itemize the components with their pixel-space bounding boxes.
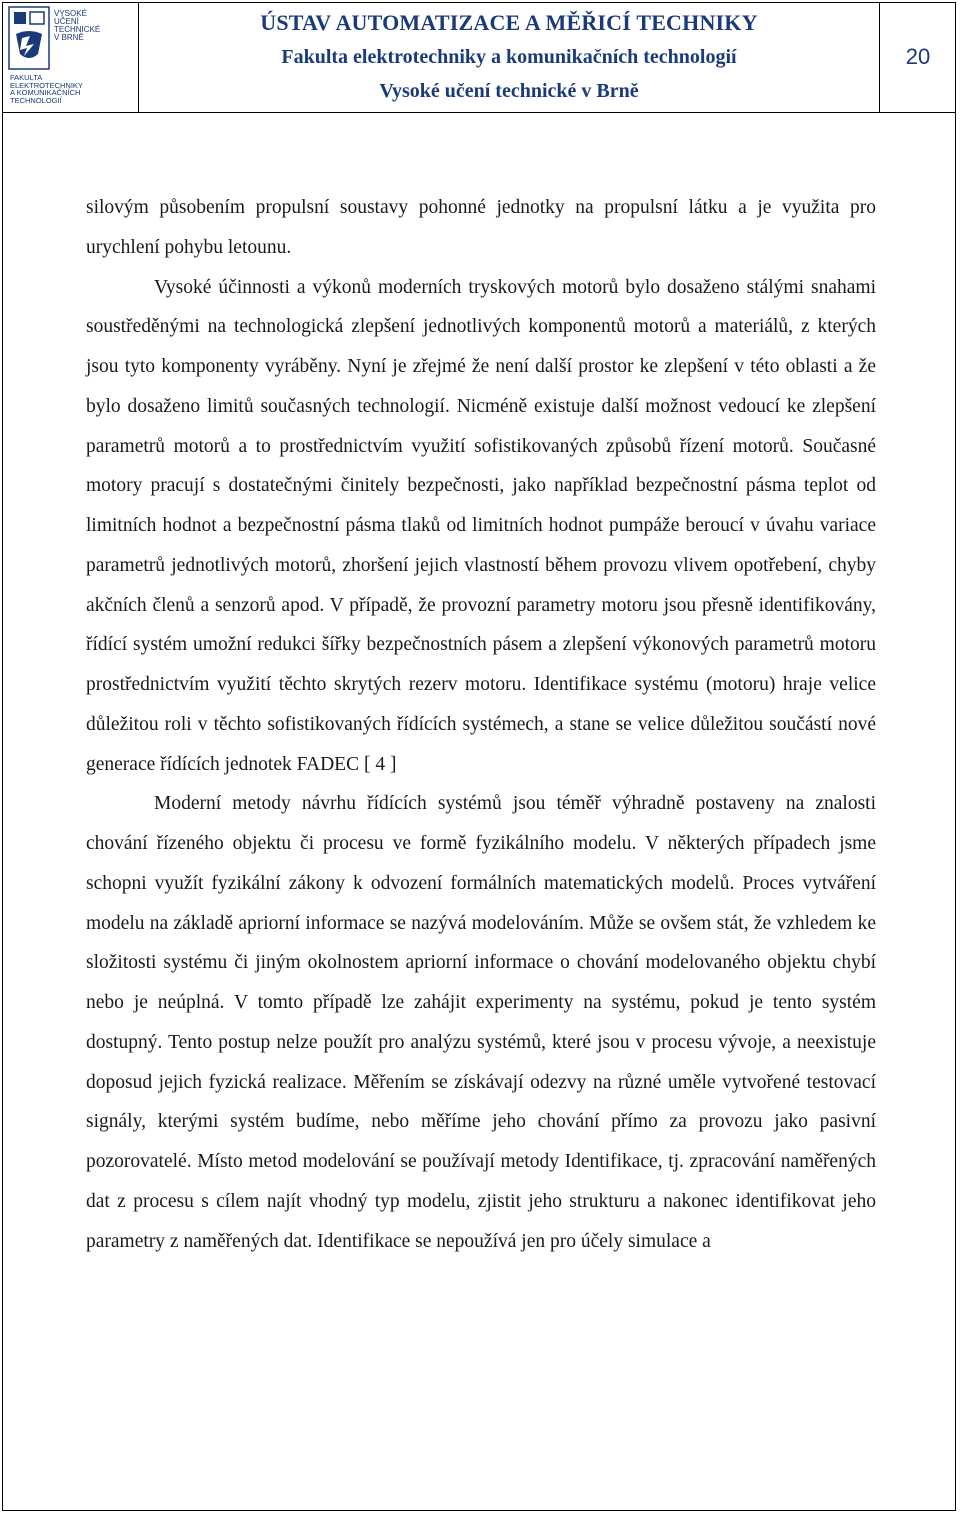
university-title: Vysoké učení technické v Brně — [379, 80, 639, 102]
paragraph-modelling-identification: Moderní metody návrhu řídících systémů jsou téměř výhradně postaveny na znalosti chování řízeného objektu či procesu ve formě fyzikálního modelu. V některých případech jsme schopni využít fyzikální zákony k odvození formálních matematických modelů. Proces vytváření modelu na základě apriorní informace se nazývá modelováním. Může se ovšem stát, že vzhledem ke složitosti systému či jiným okolnostem apriorní informace o chování modelovaného objektu chybí nebo je neúplná. V tomto případě lze zahájit experimenty na systému, pokud je tento systém dostupný. Tento postup nelze použít pro analýzu systémů, které jsou v procesu vývoje, a neexistuje doposud jejich fyzická realizace. Měřením se získávají odezvy na různé uměle vytvořené testovací signály, kterými systém budíme, nebo měříme jeho chování přímo za provozu jako pasivní pozorovatelé. Místo metod modelování se používají metody Identifikace, tj. zpracování naměřených dat z procesu s cílem najít vhodný typ modelu, zjistit jeho strukturu a nakonec identifikovat jeho parametry z naměřených dat. Identifikace se nepoužívá jen pro účely simulace a — [86, 793, 876, 1252]
page-number: 20 — [879, 2, 956, 112]
header-title-block — [139, 2, 879, 112]
paragraph-continued: silovým působením propulsní soustavy pohonné jednotky na propulsní látku a je využita pro urychlení pohybu letounu. — [86, 197, 876, 258]
body-text — [86, 188, 876, 1261]
paragraph-engine-efficiency: Vysoké účinnosti a výkonů moderních tryskových motorů bylo dosaženo stálými snahami soustředěnými na technologická zlepšení jednotlivých komponentů motorů a materiálů, z kterých jsou tyto komponenty vyráběny. Nyní je zřejmé že není další prostor ke zlepšení v této oblasti a že bylo dosaženo limitů současných technologií. Nicméně existuje další možnost vedoucí ke zlepšení parametrů motorů a to prostřednictvím využití sofistikovaných způsobů řízení motorů. Současné motory pracují s dostatečnými činitely bezpečnosti, jako například bezpečnostní pásma teplot od limitních hodnot a bezpečnostní pásma tlaků od limitních hodnot pumpáže beroucí v úvahu variace parametrů jednotlivých motorů, zhoršení jejich vlastností během provozu vlivem opotřebení, chyby akčních členů a senzorů apod. V případě, že provozní parametry motoru jsou přesně identifikovány, řídící systém umožní redukci šířky bezpečnostních pásem a zlepšení výkonových parametrů motoru prostřednictvím využití těchto skrytých rezerv motoru. Identifikace systému (motoru) hraje velice důležitou roli v těchto sofistikovaných řídících systémech, a stane se velice důležitou součástí nové generace řídících jednotek FADEC [ 4 ] — [86, 276, 876, 775]
logo-text-faculty: FAKULTA ELEKTROTECHNIKY A KOMUNIKAČNÍCH TECHNOLOGIÍ — [10, 73, 83, 105]
faculty-emblem-icon — [8, 6, 50, 70]
logo-text-university: VYSOKÉ UČENÍ TECHNICKÉ V BRNĚ — [54, 9, 101, 42]
university-logo — [2, 2, 139, 112]
institute-title: ÚSTAV AUTOMATIZACE A MĚŘICÍ TECHNIKY — [260, 10, 758, 35]
faculty-title: Fakulta elektrotechniky a komunikačních technologií — [281, 46, 737, 68]
page-header — [2, 2, 956, 113]
